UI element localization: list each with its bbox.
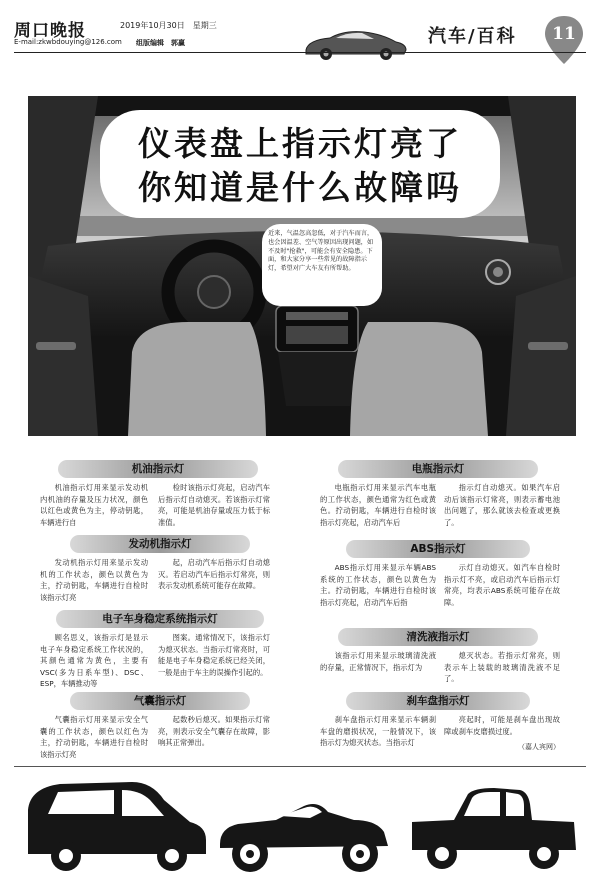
section-text-battery-a: 电瓶指示灯用来显示汽车电瓶的工作状态，颜色通常为红色或黄色。拧动钥匙，车辆进行自检时该指示灯亮起，启动汽车后: [320, 483, 436, 527]
section-text-washer-b: 熄灭状态。若指示灯常亮，则表示车上装载的玻璃清洗液不足了。: [444, 651, 560, 684]
section-heading-engine: 发动机指示灯: [70, 535, 250, 553]
car-silhouettes-illustration: [14, 770, 586, 880]
section-text-engine-a: 发动机指示灯用来显示发动机的工作状态，颜色以黄色为主，拧动钥匙，车辆进行自检时该指示灯亮: [40, 558, 148, 602]
vintage-car-silhouette-icon: [220, 804, 388, 872]
page-number: 11: [552, 24, 576, 44]
minivan-silhouette-icon: [28, 782, 206, 871]
section-title: 汽车/百科: [428, 26, 517, 47]
section-text-airbag-a: 气囊指示灯用来显示安全气囊的工作状态，颜色以红色为主，拧动钥匙，车辆进行自检时该指示灯亮: [40, 715, 148, 759]
section-heading-battery: 电瓶指示灯: [338, 460, 538, 478]
dateline: 2019年10月30日 星期三: [120, 21, 217, 30]
section-text-oil-a: 机油指示灯用来显示发动机内机油的存量及压力状况，颜色以红色或黄色为主，停动钥匙，车辆进行自: [40, 483, 148, 527]
intro-bubble: [262, 224, 382, 306]
section-text-brake-a: 刹车盘指示灯用来显示车辆刹车盘的磨损状况，一般情况下，该指示灯为熄灭状态。当指示灯: [320, 715, 436, 748]
section-text-abs-a: ABS指示灯用来显示车辆ABS系统的工作状态，颜色以黄色为主。拧动钥匙，车辆进行自检时该指示灯亮起，启动汽车后指: [320, 563, 436, 607]
section-text-oil-b: 检时该指示灯亮起，启动汽车后指示灯自动熄灭。若该指示灯常亮，可能是机油存量或压力低于标准值。: [158, 483, 270, 527]
editor-credit: 组版编辑 郭赢: [136, 39, 185, 47]
section-text-washer-a: 该指示灯用来显示玻璃清洗液的存量，正常情况下，指示灯为: [320, 651, 436, 672]
section-text-brake-b: 亮起时，可能是刹车盘出现故障或刹车皮磨损过度。: [444, 715, 560, 736]
section-heading-oil: 机油指示灯: [58, 460, 258, 478]
headline-line-1: 仪表盘上指示灯亮了: [138, 124, 462, 163]
email-address: E-mail:zkwbdouying@126.com: [14, 38, 122, 46]
section-heading-airbag: 气囊指示灯: [70, 692, 250, 710]
section-text-abs-b: 示灯自动熄灭。如汽车自检时指示灯不亮，或启动汽车后指示灯常亮，均表示ABS系统可能存在故障。: [444, 563, 560, 607]
byline: （嘉人宾网）: [518, 743, 560, 751]
section-text-esp-b: 图案。通常情况下，该指示灯为熄灭状态。当指示灯常亮时，可能是电子车身稳定系统已经关闭，一般是由于车主的误操作引起的。: [158, 633, 270, 677]
section-heading-washer: 清洗液指示灯: [338, 628, 538, 646]
section-text-engine-b: 起，启动汽车后指示灯自动熄灭。若启动汽车后指示灯常亮，则表示发动机系统可能存在故障。: [158, 558, 270, 591]
page-number-badge: [542, 14, 586, 66]
section-text-battery-b: 指示灯自动熄灭。如果汽车启动后该指示灯常亮，则表示蓄电池出问题了，那么就该去检查或更换了。: [444, 483, 560, 527]
section-text-airbag-b: 起数秒后熄灭。如果指示灯常亮，则表示安全气囊存在故障，影响其正常弹出。: [158, 715, 270, 748]
section-heading-esp: 电子车身稳定系统指示灯: [56, 610, 264, 628]
pickup-truck-silhouette-icon: [412, 788, 576, 869]
section-text-esp-a: 顾名思义，该指示灯是显示电子车身稳定系统工作状况的，其颜色通常为黄色，主要有VSC(多为日系车型)、DSC、ESP，车辆推动等: [40, 633, 148, 689]
header-divider: [14, 52, 586, 53]
headline-line-2: 你知道是什么故障吗: [138, 168, 462, 207]
footer-divider: [14, 766, 586, 767]
masthead: 周口晚报: [14, 21, 86, 41]
section-heading-abs: ABS指示灯: [346, 540, 530, 558]
intro-text: 近来，气温忽高忽低，对于汽车而言，也会因温差、空气等原因出现问题，如不及时"抢救"，可能会有安全隐患。下面，和大家分享一些常见的故障指示灯，希望对广大车友有所帮助。: [268, 230, 374, 273]
headline-bubble: [100, 110, 500, 218]
section-heading-brake: 刹车盘指示灯: [346, 692, 530, 710]
sports-car-icon: [300, 26, 410, 62]
